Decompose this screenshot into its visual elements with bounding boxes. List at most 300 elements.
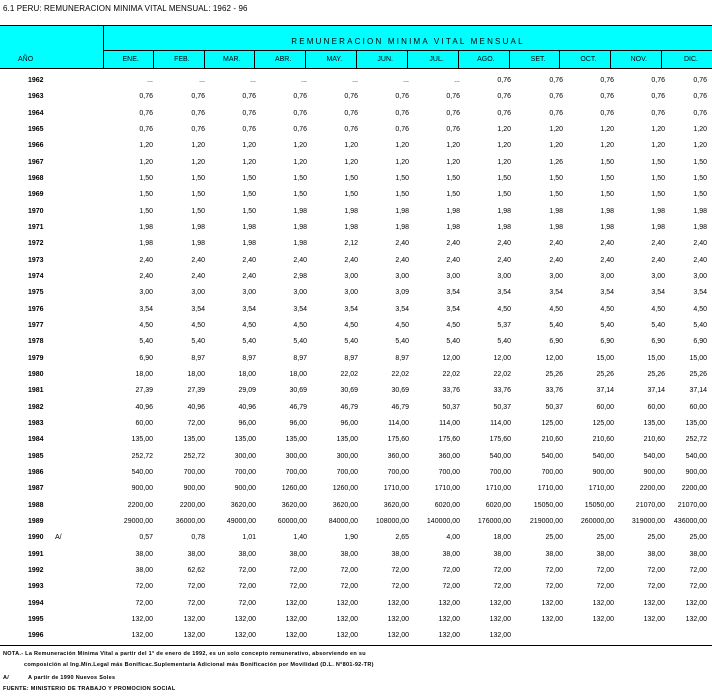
value-cell: 132,00 bbox=[387, 632, 409, 640]
value-cell: 30,69 bbox=[340, 387, 358, 395]
value-cell: 2200,00 bbox=[179, 501, 205, 509]
value-cell: 900,00 bbox=[643, 468, 665, 476]
table-row bbox=[0, 171, 712, 187]
value-cell: 1,50 bbox=[446, 191, 460, 199]
table-row bbox=[0, 596, 712, 612]
value-cell: 72,00 bbox=[689, 583, 707, 591]
value-cell: 540,00 bbox=[643, 452, 665, 460]
value-cell: 900,00 bbox=[685, 468, 707, 476]
value-cell: 1,98 bbox=[395, 223, 409, 231]
year-cell: 1994 bbox=[28, 599, 44, 607]
value-cell: 132,00 bbox=[643, 615, 665, 623]
value-cell: 72,00 bbox=[596, 583, 614, 591]
value-cell: 1,01 bbox=[242, 534, 256, 542]
year-cell: 1982 bbox=[28, 403, 44, 411]
value-cell: 1,20 bbox=[139, 158, 153, 166]
value-cell: 6,90 bbox=[549, 338, 563, 346]
value-cell: 27,39 bbox=[135, 387, 153, 395]
value-cell: 1,20 bbox=[497, 158, 511, 166]
value-cell: 38,00 bbox=[187, 550, 205, 558]
value-cell: 38,00 bbox=[689, 550, 707, 558]
value-cell: 1,20 bbox=[600, 142, 614, 150]
value-cell: 0,76 bbox=[446, 109, 460, 117]
value-cell: 72,00 bbox=[340, 566, 358, 574]
value-cell: 5,40 bbox=[395, 338, 409, 346]
value-cell: 135,00 bbox=[183, 436, 205, 444]
table-row bbox=[0, 204, 712, 220]
value-cell: 2,40 bbox=[139, 272, 153, 280]
value-cell: 1,50 bbox=[651, 191, 665, 199]
year-cell: 1971 bbox=[28, 223, 44, 231]
value-cell: 4,00 bbox=[446, 534, 460, 542]
value-cell: 38,00 bbox=[391, 550, 409, 558]
year-cell: 1963 bbox=[28, 93, 44, 101]
table-row bbox=[0, 138, 712, 154]
value-cell: 2,40 bbox=[344, 256, 358, 264]
value-cell: 1,20 bbox=[651, 142, 665, 150]
year-cell: 1990 bbox=[28, 534, 44, 542]
value-cell: 1,50 bbox=[600, 158, 614, 166]
value-cell: 21070,00 bbox=[635, 501, 665, 509]
value-cell: 5,40 bbox=[693, 321, 707, 329]
value-cell: 96,00 bbox=[340, 419, 358, 427]
value-cell: 0,57 bbox=[139, 534, 153, 542]
table-row bbox=[0, 367, 712, 383]
value-cell: 3,54 bbox=[242, 305, 256, 313]
value-cell: 1,20 bbox=[600, 125, 614, 133]
value-cell: 1,20 bbox=[293, 158, 307, 166]
value-cell: 4,50 bbox=[600, 305, 614, 313]
value-cell: 1,50 bbox=[344, 191, 358, 199]
value-cell: 0,76 bbox=[549, 77, 563, 84]
year-cell: 1987 bbox=[28, 485, 44, 493]
value-cell: 3,54 bbox=[446, 289, 460, 297]
value-cell: 0,76 bbox=[600, 109, 614, 117]
value-cell: 252,72 bbox=[183, 452, 205, 460]
value-cell: 114,00 bbox=[490, 419, 511, 427]
value-cell: 300,00 bbox=[285, 452, 307, 460]
value-cell: 1,50 bbox=[191, 191, 205, 199]
value-cell: 3620,00 bbox=[230, 501, 256, 509]
value-cell: 15,00 bbox=[596, 354, 614, 362]
value-cell: 15,00 bbox=[647, 354, 665, 362]
value-cell: 360,00 bbox=[387, 452, 409, 460]
year-cell: 1981 bbox=[28, 387, 44, 395]
value-cell: 36000,00 bbox=[175, 517, 205, 525]
value-cell: 140000,00 bbox=[426, 517, 460, 525]
value-cell: 2,40 bbox=[242, 256, 256, 264]
table-row bbox=[0, 318, 712, 334]
value-cell: 33,76 bbox=[493, 387, 511, 395]
table-body bbox=[0, 73, 712, 644]
value-cell: 3,00 bbox=[600, 272, 614, 280]
value-cell: 0,76 bbox=[600, 93, 614, 101]
value-cell: 436000,00 bbox=[673, 517, 707, 525]
year-cell: 1989 bbox=[28, 517, 44, 525]
year-cell: 1992 bbox=[28, 566, 44, 574]
value-cell: 132,00 bbox=[285, 615, 307, 623]
value-cell: 5,37 bbox=[497, 321, 511, 329]
value-cell: 1710,00 bbox=[485, 485, 511, 493]
value-cell: 3,54 bbox=[600, 289, 614, 297]
value-cell: 900,00 bbox=[131, 485, 153, 493]
table-row bbox=[0, 579, 712, 595]
value-cell: 72,00 bbox=[545, 583, 563, 591]
value-cell: 700,00 bbox=[183, 468, 205, 476]
value-cell: 1,98 bbox=[693, 223, 707, 231]
value-cell: 210,60 bbox=[643, 436, 665, 444]
table-row bbox=[0, 334, 712, 350]
value-cell: 6,90 bbox=[693, 338, 707, 346]
value-cell: 360,00 bbox=[438, 452, 460, 460]
value-cell: 1,98 bbox=[651, 207, 665, 215]
value-cell: 700,00 bbox=[541, 468, 563, 476]
value-cell: 135,00 bbox=[685, 419, 707, 427]
table-row bbox=[0, 481, 712, 497]
value-cell: 25,00 bbox=[647, 534, 665, 542]
value-cell: 18,00 bbox=[187, 370, 205, 378]
value-cell: 1,50 bbox=[651, 158, 665, 166]
value-cell: 1,50 bbox=[242, 191, 256, 199]
table-row bbox=[0, 187, 712, 203]
value-cell: 700,00 bbox=[336, 468, 358, 476]
value-cell: 38,00 bbox=[442, 550, 460, 558]
value-cell: 108000,00 bbox=[375, 517, 409, 525]
value-cell: 0,76 bbox=[344, 125, 358, 133]
value-cell: 1710,00 bbox=[588, 485, 614, 493]
value-cell: ... bbox=[199, 77, 205, 84]
value-cell: 8,97 bbox=[293, 354, 307, 362]
value-cell: 540,00 bbox=[685, 452, 707, 460]
year-cell: 1970 bbox=[28, 207, 44, 215]
value-cell: 4,50 bbox=[191, 321, 205, 329]
table-row bbox=[0, 285, 712, 301]
value-cell: 0,76 bbox=[651, 77, 665, 84]
value-cell: 29,09 bbox=[238, 387, 256, 395]
table-row bbox=[0, 432, 712, 448]
value-cell: 25,00 bbox=[545, 534, 563, 542]
value-cell: 72,00 bbox=[187, 419, 205, 427]
value-cell: 0,76 bbox=[446, 93, 460, 101]
value-cell: 0,76 bbox=[139, 125, 153, 133]
value-cell: 132,00 bbox=[592, 615, 614, 623]
value-cell: 72,00 bbox=[187, 583, 205, 591]
value-cell: 132,00 bbox=[285, 632, 307, 640]
value-cell: 132,00 bbox=[541, 599, 563, 607]
value-cell: 1,50 bbox=[600, 191, 614, 199]
value-cell: 5,40 bbox=[191, 338, 205, 346]
value-cell: 30,69 bbox=[391, 387, 409, 395]
value-cell: 1,20 bbox=[344, 142, 358, 150]
value-cell: 1,98 bbox=[549, 223, 563, 231]
value-cell: 1,50 bbox=[191, 174, 205, 182]
value-cell: 84000,00 bbox=[328, 517, 358, 525]
value-cell: 2,40 bbox=[191, 272, 205, 280]
value-cell: 2200,00 bbox=[639, 485, 665, 493]
value-cell: 1,20 bbox=[693, 142, 707, 150]
value-cell: 135,00 bbox=[234, 436, 256, 444]
value-cell: 1,50 bbox=[293, 174, 307, 182]
value-cell: 1,98 bbox=[293, 207, 307, 215]
table-row bbox=[0, 253, 712, 269]
month-header-dec: DIC. bbox=[661, 51, 712, 68]
value-cell: 46,79 bbox=[289, 403, 307, 411]
value-cell: 3,00 bbox=[651, 272, 665, 280]
value-cell: 5,40 bbox=[549, 321, 563, 329]
value-cell: 3,00 bbox=[497, 272, 511, 280]
value-cell: 1,50 bbox=[600, 174, 614, 182]
value-cell: 132,00 bbox=[489, 632, 511, 640]
value-cell: 60,00 bbox=[647, 403, 665, 411]
note-line-2: composición al Ing.Min.Legal más Bonificac.Suplementaria Adicional más Bonificación por Movilidad (D.L. N°801-92-TR) bbox=[24, 662, 374, 668]
value-cell: 3,00 bbox=[693, 272, 707, 280]
month-header-may: MAY. bbox=[305, 51, 356, 68]
value-cell: 1,50 bbox=[242, 207, 256, 215]
value-cell: 3620,00 bbox=[281, 501, 307, 509]
value-cell: 3,09 bbox=[395, 289, 409, 297]
value-cell: 1,20 bbox=[549, 142, 563, 150]
value-cell: 210,60 bbox=[541, 436, 563, 444]
table-row bbox=[0, 155, 712, 171]
value-cell: 2,40 bbox=[651, 256, 665, 264]
value-cell: 1,20 bbox=[651, 125, 665, 133]
value-cell: 700,00 bbox=[285, 468, 307, 476]
table-row bbox=[0, 498, 712, 514]
year-cell: 1974 bbox=[28, 272, 44, 280]
value-cell: 1,40 bbox=[293, 534, 307, 542]
month-header-feb: FEB. bbox=[153, 51, 204, 68]
value-cell: 40,96 bbox=[187, 403, 205, 411]
value-cell: 6,90 bbox=[651, 338, 665, 346]
value-cell: ... bbox=[352, 77, 358, 84]
value-cell: 135,00 bbox=[643, 419, 665, 427]
value-cell: 132,00 bbox=[685, 615, 707, 623]
value-cell: 1,98 bbox=[693, 207, 707, 215]
value-cell: 3,00 bbox=[344, 272, 358, 280]
value-cell: 3,00 bbox=[191, 289, 205, 297]
value-cell: 132,00 bbox=[285, 599, 307, 607]
value-cell: 96,00 bbox=[238, 419, 256, 427]
value-cell: 1,98 bbox=[600, 223, 614, 231]
value-cell: ... bbox=[301, 77, 307, 84]
value-cell: 18,00 bbox=[289, 370, 307, 378]
value-cell: 132,00 bbox=[387, 599, 409, 607]
value-cell: 72,00 bbox=[596, 566, 614, 574]
value-cell: 0,76 bbox=[497, 93, 511, 101]
value-cell: 2,40 bbox=[293, 256, 307, 264]
value-cell: 1,50 bbox=[395, 191, 409, 199]
value-cell: 2,65 bbox=[395, 534, 409, 542]
value-cell: 18,00 bbox=[493, 534, 511, 542]
value-cell: 72,00 bbox=[135, 599, 153, 607]
value-cell: 38,00 bbox=[135, 550, 153, 558]
value-cell: 72,00 bbox=[187, 599, 205, 607]
value-cell: 1,20 bbox=[549, 125, 563, 133]
value-cell: 25,26 bbox=[689, 370, 707, 378]
value-cell: 38,00 bbox=[289, 550, 307, 558]
value-cell: 132,00 bbox=[685, 599, 707, 607]
value-cell: 4,50 bbox=[344, 321, 358, 329]
value-cell: 0,76 bbox=[693, 77, 707, 84]
year-cell: 1991 bbox=[28, 550, 44, 558]
value-cell: 0,76 bbox=[651, 109, 665, 117]
year-cell: 1964 bbox=[28, 109, 44, 117]
year-cell: 1975 bbox=[28, 289, 44, 297]
table-row bbox=[0, 400, 712, 416]
value-cell: 1,50 bbox=[549, 174, 563, 182]
value-cell: 3,54 bbox=[651, 289, 665, 297]
value-cell: 25,00 bbox=[689, 534, 707, 542]
value-cell: 0,76 bbox=[293, 109, 307, 117]
value-cell: 0,76 bbox=[549, 93, 563, 101]
value-cell: 1,20 bbox=[191, 142, 205, 150]
table-row bbox=[0, 383, 712, 399]
value-cell: 72,00 bbox=[391, 583, 409, 591]
value-cell: 114,00 bbox=[388, 419, 409, 427]
year-cell: 1978 bbox=[28, 338, 44, 346]
table-row bbox=[0, 89, 712, 105]
value-cell: 0,76 bbox=[191, 109, 205, 117]
value-cell: 40,96 bbox=[135, 403, 153, 411]
value-cell: 1,98 bbox=[191, 240, 205, 248]
value-cell: 700,00 bbox=[387, 468, 409, 476]
value-cell: 38,00 bbox=[493, 550, 511, 558]
value-cell: 62,62 bbox=[187, 566, 205, 574]
value-cell: 3620,00 bbox=[332, 501, 358, 509]
value-cell: 132,00 bbox=[183, 632, 205, 640]
value-cell: 18,00 bbox=[135, 370, 153, 378]
year-cell: 1966 bbox=[28, 142, 44, 150]
value-cell: 72,00 bbox=[493, 566, 511, 574]
value-cell: 25,26 bbox=[596, 370, 614, 378]
value-cell: 2,40 bbox=[395, 256, 409, 264]
value-cell: 1,98 bbox=[497, 207, 511, 215]
table-row bbox=[0, 106, 712, 122]
value-cell: 219000,00 bbox=[529, 517, 563, 525]
value-cell: 6020,00 bbox=[485, 501, 511, 509]
value-cell: 96,00 bbox=[289, 419, 307, 427]
value-cell: 72,00 bbox=[289, 583, 307, 591]
year-cell: 1984 bbox=[28, 436, 44, 444]
value-cell: 1,20 bbox=[242, 158, 256, 166]
value-cell: 22,02 bbox=[391, 370, 409, 378]
value-cell: 0,76 bbox=[242, 109, 256, 117]
value-cell: 3,54 bbox=[549, 289, 563, 297]
value-cell: 1,98 bbox=[446, 223, 460, 231]
value-cell: 0,76 bbox=[191, 93, 205, 101]
value-cell: 0,76 bbox=[242, 93, 256, 101]
year-cell: 1986 bbox=[28, 468, 44, 476]
year-cell: 1968 bbox=[28, 174, 44, 182]
value-cell: 8,97 bbox=[242, 354, 256, 362]
value-cell: 72,00 bbox=[647, 566, 665, 574]
value-cell: 132,00 bbox=[336, 615, 358, 623]
value-cell: 4,50 bbox=[293, 321, 307, 329]
value-cell: 900,00 bbox=[234, 485, 256, 493]
value-cell: 72,00 bbox=[545, 566, 563, 574]
value-cell: 3,00 bbox=[293, 289, 307, 297]
value-cell: ... bbox=[454, 77, 460, 84]
note-a-label: A/ bbox=[3, 675, 10, 681]
value-cell: ... bbox=[403, 77, 409, 84]
year-cell: 1988 bbox=[28, 501, 44, 509]
year-cell: 1976 bbox=[28, 305, 44, 313]
value-cell: 900,00 bbox=[183, 485, 205, 493]
value-cell: 1,98 bbox=[293, 240, 307, 248]
value-cell: 0,76 bbox=[693, 93, 707, 101]
value-cell: 72,00 bbox=[135, 583, 153, 591]
value-cell: 2,98 bbox=[293, 272, 307, 280]
value-cell: 4,50 bbox=[446, 321, 460, 329]
value-cell: 0,76 bbox=[600, 77, 614, 84]
value-cell: 5,40 bbox=[497, 338, 511, 346]
value-cell: 5,40 bbox=[139, 338, 153, 346]
value-cell: 18,00 bbox=[238, 370, 256, 378]
value-cell: 38,00 bbox=[340, 550, 358, 558]
value-cell: 2200,00 bbox=[681, 485, 707, 493]
value-cell: 252,72 bbox=[131, 452, 153, 460]
value-cell: 1,50 bbox=[242, 174, 256, 182]
value-cell: 4,50 bbox=[651, 305, 665, 313]
value-cell: 700,00 bbox=[438, 468, 460, 476]
table-row bbox=[0, 514, 712, 530]
value-cell: 3,54 bbox=[293, 305, 307, 313]
value-cell: 1,50 bbox=[139, 191, 153, 199]
value-cell: 900,00 bbox=[592, 468, 614, 476]
value-cell: 0,76 bbox=[651, 93, 665, 101]
table-row bbox=[0, 628, 712, 644]
value-cell: 1,20 bbox=[693, 125, 707, 133]
value-cell: 27,39 bbox=[187, 387, 205, 395]
value-cell: 135,00 bbox=[285, 436, 307, 444]
year-cell: 1972 bbox=[28, 240, 44, 248]
value-cell: 132,00 bbox=[387, 615, 409, 623]
table-header bbox=[0, 25, 712, 69]
value-cell: 60000,00 bbox=[277, 517, 307, 525]
value-cell: 2,40 bbox=[497, 240, 511, 248]
value-cell: 72,00 bbox=[647, 583, 665, 591]
value-cell: 132,00 bbox=[438, 615, 460, 623]
value-cell: 1260,00 bbox=[281, 485, 307, 493]
value-cell: 1,50 bbox=[344, 174, 358, 182]
value-cell: 2,40 bbox=[242, 272, 256, 280]
note-line-1: NOTA.- La Remuneración Mínima Vital a partir del 1° de enero de 1992, es un solo concepto remunerativo, absorviendo en su bbox=[3, 651, 366, 657]
value-cell: 72,00 bbox=[340, 583, 358, 591]
value-cell: 540,00 bbox=[541, 452, 563, 460]
month-header-aug: AGO. bbox=[458, 51, 509, 68]
table-row bbox=[0, 563, 712, 579]
value-cell: 12,00 bbox=[545, 354, 563, 362]
value-cell: 5,40 bbox=[651, 321, 665, 329]
value-cell: 300,00 bbox=[336, 452, 358, 460]
value-cell: 22,02 bbox=[493, 370, 511, 378]
value-cell: 1,98 bbox=[600, 207, 614, 215]
year-cell: 1995 bbox=[28, 615, 44, 623]
month-header-jul: JUL. bbox=[407, 51, 458, 68]
value-cell: 37,14 bbox=[647, 387, 665, 395]
value-cell: 0,76 bbox=[497, 109, 511, 117]
value-cell: 3620,00 bbox=[383, 501, 409, 509]
table-row bbox=[0, 465, 712, 481]
value-cell: 1,20 bbox=[446, 142, 460, 150]
value-cell: 3,00 bbox=[549, 272, 563, 280]
value-cell: 1,50 bbox=[497, 191, 511, 199]
value-cell: 260000,00 bbox=[580, 517, 614, 525]
value-cell: 1,20 bbox=[344, 158, 358, 166]
value-cell: 60,00 bbox=[689, 403, 707, 411]
value-cell: 2,40 bbox=[600, 240, 614, 248]
page-title: 6.1 PERU: REMUNERACION MINIMA VITAL MENSUAL: 1962 - 96 bbox=[3, 4, 248, 13]
